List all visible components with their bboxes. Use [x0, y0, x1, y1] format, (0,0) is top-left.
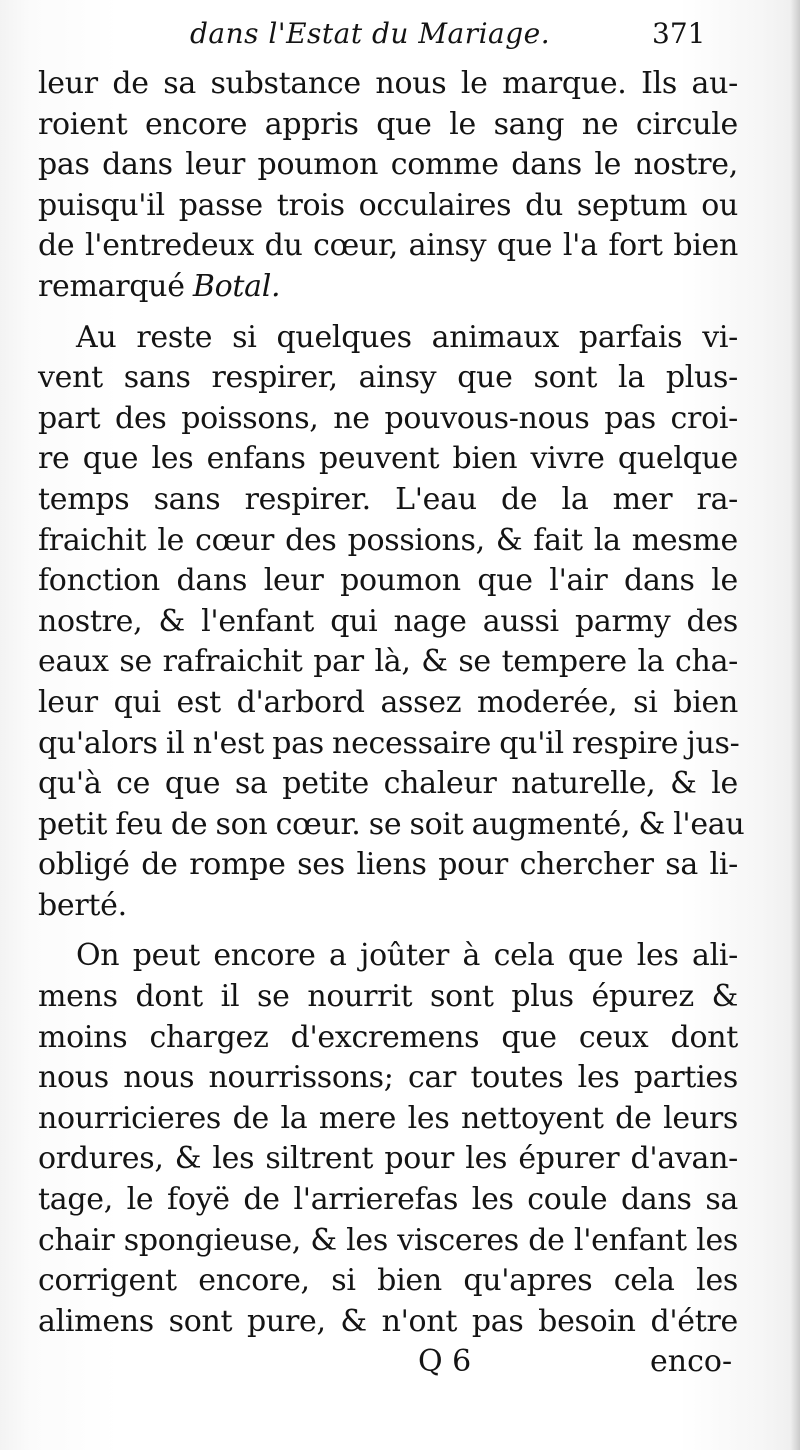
- text-line: vent sans respirer, ainsy que sont la plus-: [38, 360, 738, 396]
- text-line: berté.: [38, 887, 127, 923]
- text-line: ordures, & les siltrent pour les épurer d'avan-: [38, 1141, 738, 1177]
- page-footer: [0, 1340, 800, 1384]
- text-line: nourricieres de la mere les nettoyent de leurs: [38, 1100, 738, 1136]
- text-line: qu'à ce que sa petite chaleur naturelle, & le: [38, 766, 738, 802]
- text-line: fonction dans leur poumon que l'air dans le: [38, 563, 738, 599]
- text-line: nous nous nourrissons; car toutes les parties: [38, 1060, 738, 1096]
- text-line: petit feu de son cœur. se soit augmenté, & l'eau: [38, 806, 745, 842]
- proper-name: Botal.: [192, 268, 281, 304]
- text-line: roient encore appris que le sang ne circule: [38, 106, 738, 142]
- text-line: temps sans respirer. L'eau de la mer ra-: [38, 481, 738, 517]
- text-line: qu'alors il n'est pas necessaire qu'il respire jus-: [38, 725, 740, 761]
- page-edge-shadow: [790, 0, 800, 1450]
- text-line: Au reste si quelques animaux parfais vi-: [76, 319, 738, 355]
- text-line: On peut encore a joûter à cela que les ali-: [76, 938, 738, 974]
- text-line: de l'entredeux du cœur, ainsy que l'a fort bien: [38, 228, 738, 264]
- running-head: dans l'Estat du Mariage.: [190, 17, 551, 50]
- text-line: obligé de rompe ses liens pour chercher sa li-: [38, 847, 738, 883]
- catchword: enco-: [650, 1344, 733, 1379]
- text-line: remarqué Botal.: [38, 268, 281, 304]
- text-line: part des poissons, ne pouvous-nous pas croi-: [38, 400, 738, 436]
- text-line: puisqu'il passe trois occulaires du septum ou: [38, 187, 738, 223]
- page-number: 371: [652, 17, 706, 50]
- text-line: tage, le foyë de l'arrierefas les coule dans sa: [38, 1182, 738, 1218]
- text-line: corrigent encore, si bien qu'apres cela les: [38, 1263, 738, 1299]
- text-line: chair spongieuse, & les visceres de l'enfant les: [38, 1222, 738, 1258]
- text-line: leur qui est d'arbord assez moderée, si bien: [38, 684, 738, 720]
- body-text: [38, 64, 745, 1342]
- text-line: pas dans leur poumon comme dans le nostre,: [38, 147, 738, 183]
- text-line: leur de sa substance nous le marque. Ils au-: [38, 66, 738, 101]
- page-header: [0, 14, 800, 54]
- text-line: mens dont il se nourrit sont plus épurez &: [38, 979, 738, 1015]
- text-line: nostre, & l'enfant qui nage aussi parmy des: [38, 603, 738, 639]
- text-line: re que les enfans peuvent bien vivre quelque: [38, 441, 738, 477]
- text-line: eaux se rafraichit par là, & se tempere la cha-: [38, 644, 738, 680]
- text-line: fraichit le cœur des possions, & fait la mesme: [38, 522, 738, 558]
- text-line: moins chargez d'excremens que ceux dont: [38, 1019, 738, 1055]
- text-line: alimens sont pure, & n'ont pas besoin d'étre: [38, 1303, 738, 1339]
- signature-mark: Q 6: [418, 1344, 472, 1379]
